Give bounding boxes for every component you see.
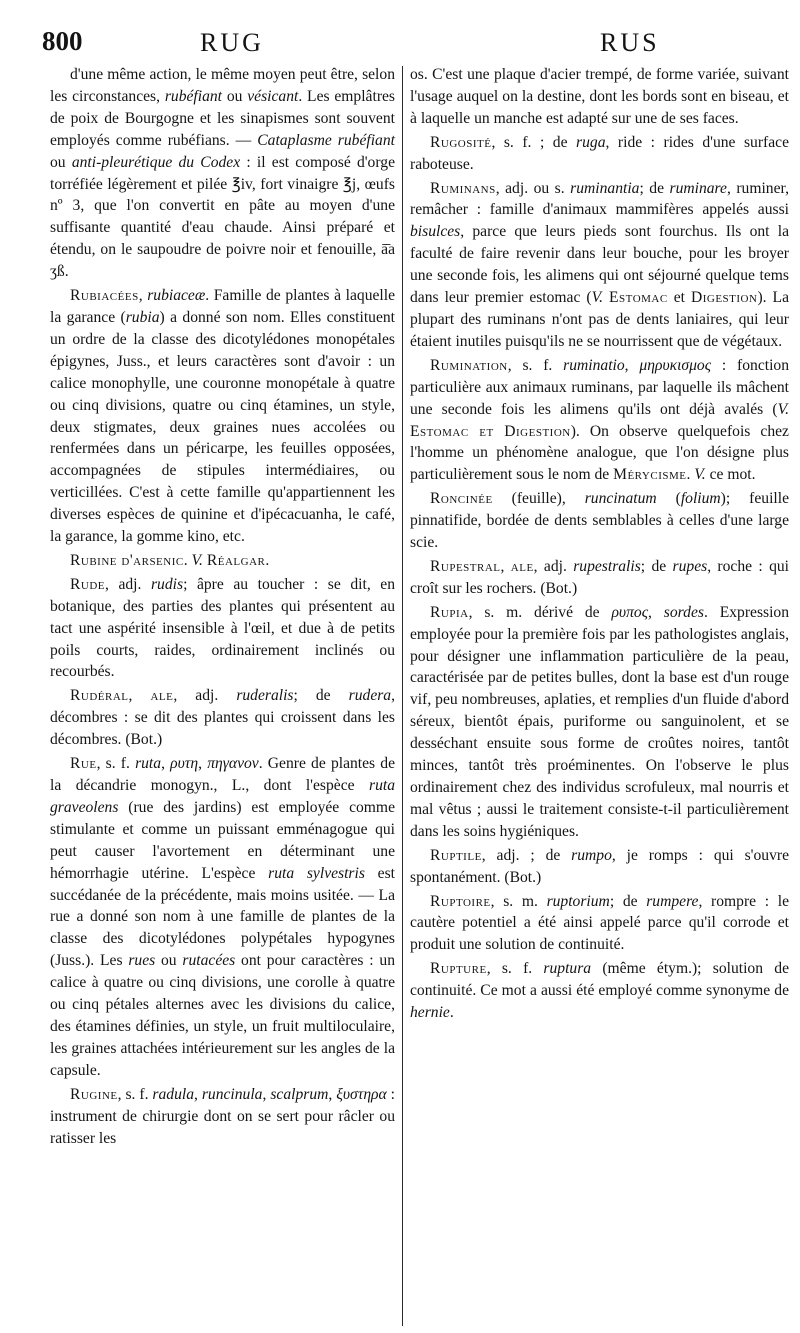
headword: Rude (70, 575, 106, 593)
entry-text: . Expression employée pour la première fois par les pathologistes anglais, pour désigner une inflammation particulière de la peau, caractérisée par de petites bulles, dont la base est d'un rouge vif, peu nombreuses, aplaties, et remplies d'un fluide d'abord séreux, bientôt épais, puriforme ou sanguinolent, et se desséchant ensuite sous forme de croûtes noires, tantôt minces, tantôt très proéminentes. On l'observe le plus ordinairement chez des individus scrofuleux, mal nourris et mal vêtus ; aussi le traitement consiste-t-il particulièrement dans les soins hygiéniques. (410, 603, 790, 840)
dictionary-entry (410, 355, 789, 486)
headword: Rugine (70, 1085, 118, 1103)
entry-text: , roche : qui croît sur les rochers. (Bot.) (410, 557, 789, 597)
headword: Rupestral (430, 557, 501, 575)
entry-text: , adj. (533, 557, 574, 575)
entry-text: . Genre de plantes de la décandrie monogyn., L., dont l'espèce (50, 755, 396, 794)
page-header (42, 22, 787, 62)
dictionary-entry (410, 602, 789, 843)
entry-text: : instrument de chirurgie dont on se sert pour râcler ou ratisser les (50, 1085, 396, 1147)
entry-text: ; âpre au toucher : se dit, en botanique, des parties des plantes qui présentent au tact une aspérité insensible à l'œil, et due à de petits poils courts, raides, ordinairement inclinés ou recourbés. (50, 575, 395, 681)
italic-term: ruminatio (563, 356, 625, 374)
italic-term: ruptorium (546, 892, 610, 910)
entry-text: , ruminer, remâcher : famille d'animaux mammifères appelés aussi (410, 179, 789, 219)
dictionary-entry (410, 488, 789, 554)
entry-text: (feuille), (492, 490, 585, 508)
italic-term: rudera (348, 687, 392, 705)
entry-text: , (328, 1085, 337, 1103)
dictionary-entry (50, 1084, 395, 1150)
entry-text: , s. m. dérivé de (468, 603, 612, 621)
italic-term: V. (191, 551, 203, 569)
italic-term: ruderalis (236, 687, 294, 705)
headword: Rupture (430, 960, 487, 978)
headword: Rue (70, 755, 97, 773)
italic-term: rupestralis (573, 557, 641, 575)
entry-text: , s. f. ; de (491, 133, 577, 151)
italic-term: hernie (410, 1004, 450, 1022)
headword: Rupia (430, 603, 469, 621)
dictionary-entry (410, 891, 789, 957)
entry-text: ) a donné son nom. Elles constituent un ordre de la classe des dicotylédones monopétales épigynes, Juss., et leurs caractères sont d'avoir : un calice monophylle, une couronne monopétale à quatre ou cinq divisions, quatre ou cinq étamines, un style, deux stigmates, deux graines nues accolées ou renfermées dans un péricarpe, les feuilles opposées, accompagnées de stipules intermédiaires, ou verticillées. C'est à cette famille qu'appartiennent les diverses espèces de quinine et d'ipécacuanha, le café, la garance, la gomme kino, etc. (50, 308, 395, 546)
dictionary-entry (50, 753, 395, 1082)
italic-term: vésicant (247, 87, 299, 105)
entry-text: : il est composé d'orge torréfiée légèrement et pilée ℥iv, fort vinaigre ℥j, œufs nº 3, que l'on convertit en pâte au moyen d'une suffisante quantité d'eau chaude. Ainsi préparé et étendu, on le saupoudre de poivre noir et fenouille, ā̄a ʒß. (50, 153, 395, 281)
entry-text: , (138, 287, 148, 305)
italic-term: rumpo (571, 846, 612, 864)
entry-text: : fonction particulière aux animaux ruminans, par laquelle ils mâchent une seconde fois les alimens qu'ils ont déjà avalés ( (410, 356, 789, 418)
headword: ale (150, 687, 174, 705)
italic-term: sordes (663, 603, 704, 621)
headword: Ruminans (430, 179, 496, 197)
entry-text: , s. m. (490, 892, 547, 910)
headword: Ruptoire (430, 892, 491, 910)
entry-text: , décombres : se dit des plantes qui croissent dans les décombres. (Bot.) (50, 687, 396, 749)
dictionary-entry (410, 958, 789, 1024)
entry-text: ; de (293, 687, 349, 705)
entry-text: ; de (640, 557, 673, 575)
entry-text: ce mot. (705, 466, 756, 484)
right-running-head: RUS (600, 28, 660, 57)
entry-text: . (449, 1004, 454, 1022)
entry-text: , ride : rides d'une surface raboteuse. (410, 133, 789, 173)
entry-text: os. C'est une plaque d'acier trempé, de forme variée, suivant l'usage auquel on la destine, dont les bords sont en biseau, et à laquelle un manche est adapté sur une de ses faces. (410, 66, 789, 127)
dictionary-entry (50, 550, 395, 572)
left-column (50, 64, 395, 1151)
italic-term: runcinula (201, 1085, 263, 1103)
italic-term: rubia (125, 308, 160, 326)
italic-term: V. (777, 400, 789, 418)
headword: Rumination (430, 356, 508, 374)
entry-text: , parce que leurs pieds sont fourchus. Ils ont la faculté de faire revenir dans leur bouche, pour les broyer une seconde fois, les alimens qui ont séjourné quelque tems dans leur premier estomac ( (410, 223, 789, 307)
headword: Rudéral (70, 687, 129, 705)
italic-term: runcinatum (584, 490, 657, 508)
entry-text: , (648, 603, 664, 621)
entry-text: , (198, 755, 208, 773)
entry-text: . (183, 551, 192, 569)
headword: Rubiacées (70, 287, 139, 305)
headword: Ruptile (430, 846, 482, 864)
entry-text: ou (222, 87, 248, 105)
entry-text: . (265, 551, 270, 569)
entry-text: ou (50, 153, 72, 171)
headword: Mérycisme (613, 466, 687, 484)
entry-text: ); feuille pinnatifide, bordée de dents semblables à celles d'une large scie. (410, 490, 789, 552)
italic-term: μηρυκισμος (639, 356, 712, 374)
italic-term: V. (591, 289, 604, 307)
italic-term: ruta sylvestris (268, 864, 365, 882)
entry-text: et (667, 289, 691, 307)
entry-text: , adj. (173, 687, 237, 705)
italic-term: ruta graveolens (50, 777, 395, 816)
italic-term: ruta (135, 755, 162, 773)
italic-term: rutacées (182, 952, 236, 970)
entry-text: ; de (609, 892, 647, 910)
left-running-head: RUG (200, 28, 264, 57)
italic-term: rubéfiant (164, 87, 223, 105)
dictionary-entry (410, 132, 789, 176)
italic-term: anti-pleurétique du Codex (71, 153, 241, 171)
entry-text: ont pour caractères : un calice à quatre ou cinq divisions, une corolle à quatre ou cinq pétales alternes avec les divisions du calice, des étamines définies, un style, un fruit multiloculaire, les graines attachées intérieurement sur les angles de la capsule. (50, 952, 396, 1079)
dictionary-entry (410, 64, 789, 130)
entry-text: (rue des jardins) est employée comme stimulante et comme un puissant emménagogue qui peut causer l'avortement en déterminant une hémorrhagie utérine. L'espèce (50, 798, 395, 882)
entry-text: , (128, 687, 151, 705)
italic-term: scalprum (270, 1085, 329, 1103)
headword: Estomac (609, 289, 668, 307)
dictionary-entry (410, 556, 789, 600)
entry-text: , s. f. (486, 960, 544, 978)
entry-text: , (161, 755, 171, 773)
entry-text: , (624, 356, 640, 374)
dictionary-entry (50, 685, 395, 751)
entry-text: ou (155, 952, 183, 970)
entry-text: , rompre : le cautère potentiel a été ainsi appelé parce qu'il corrode et produit une solution de continuité. (410, 892, 789, 954)
headword: ale (510, 557, 534, 575)
entry-text: , (262, 1085, 271, 1103)
entry-text: , adj. ou s. (495, 179, 571, 197)
entry-text: . (686, 466, 695, 484)
entry-text: ). La plupart des ruminans n'ont pas de dents laniaires, qui leur étaient inutiles puisqu'ils ne se nourrissent que de végétaux. (410, 289, 789, 350)
italic-term: folium (680, 490, 721, 508)
entry-text: , adj. ; de (481, 846, 572, 864)
italic-term: ξυστηρα (336, 1085, 387, 1103)
italic-term: rudis (150, 575, 184, 593)
entry-text: ). On observe quelquefois chez l'homme un phénomène analogue, que l'on désigne plus particulièrement sous le nom de (410, 422, 789, 484)
entry-text: , s. f. (507, 356, 564, 374)
italic-term: Cataplasme rubéfiant (257, 131, 395, 149)
entry-text: , je romps : qui s'ouvre spontanément. (Bot.) (410, 846, 789, 886)
entry-text: d'une même action, le même moyen peut être, selon les circonstances, (50, 66, 395, 105)
headword: Digestion (690, 289, 758, 307)
dictionary-entry (50, 574, 395, 684)
entry-text: , s. f. (96, 755, 136, 773)
dictionary-entry (410, 178, 789, 353)
entry-text: , adj. (105, 575, 151, 593)
entry-text: ; de (639, 179, 670, 197)
dictionary-entry (50, 285, 395, 548)
italic-term: rupes (672, 557, 708, 575)
italic-term: rubiaceæ (147, 287, 206, 305)
italic-term: ruminare (669, 179, 727, 197)
italic-term: V. (694, 466, 706, 484)
headword: Roncinée (430, 490, 493, 508)
entry-text: (même étym.); solution de continuité. Ce mot a aussi été employé comme synonyme de (410, 960, 789, 1000)
headword: Rugosité (430, 133, 492, 151)
italic-term: rues (128, 952, 156, 970)
italic-term: πηγανον (207, 755, 259, 773)
dictionary-entry (50, 64, 395, 283)
headword: Estomac et Digestion (410, 422, 571, 440)
page-number: 800 (42, 26, 83, 56)
italic-term: radula (152, 1085, 194, 1103)
entry-text: , (500, 557, 511, 575)
entry-text: , s. f. (117, 1085, 153, 1103)
italic-term: ruga (576, 133, 606, 151)
entry-text: . Famille de plantes à laquelle la garance ( (50, 287, 396, 326)
italic-term: rumpere (646, 892, 699, 910)
italic-term: bisulces (410, 223, 461, 241)
italic-term: ρυτη (170, 755, 199, 773)
right-column (410, 64, 789, 1026)
entry-text: est succédanée de la précédente, mais moins usitée. — La rue a donné son nom à une famille de plantes de la classe des dicotylédones polypétales hypogynes (Juss.). Les (50, 864, 395, 970)
entry-text: , (194, 1085, 202, 1103)
dictionary-entry (410, 845, 789, 889)
italic-term: ρυπος (611, 603, 649, 621)
headword: Réalgar (206, 551, 266, 569)
column-divider (402, 66, 403, 1326)
headword: Rubine d'arsenic (70, 551, 184, 569)
italic-term: ruptura (543, 960, 592, 978)
italic-term: ruminantia (570, 179, 640, 197)
entry-text: . Les emplâtres de poix de Bourgogne et les sinapismes sont souvent employés comme rubéfians. — (50, 87, 395, 149)
entry-text: ( (656, 490, 681, 508)
